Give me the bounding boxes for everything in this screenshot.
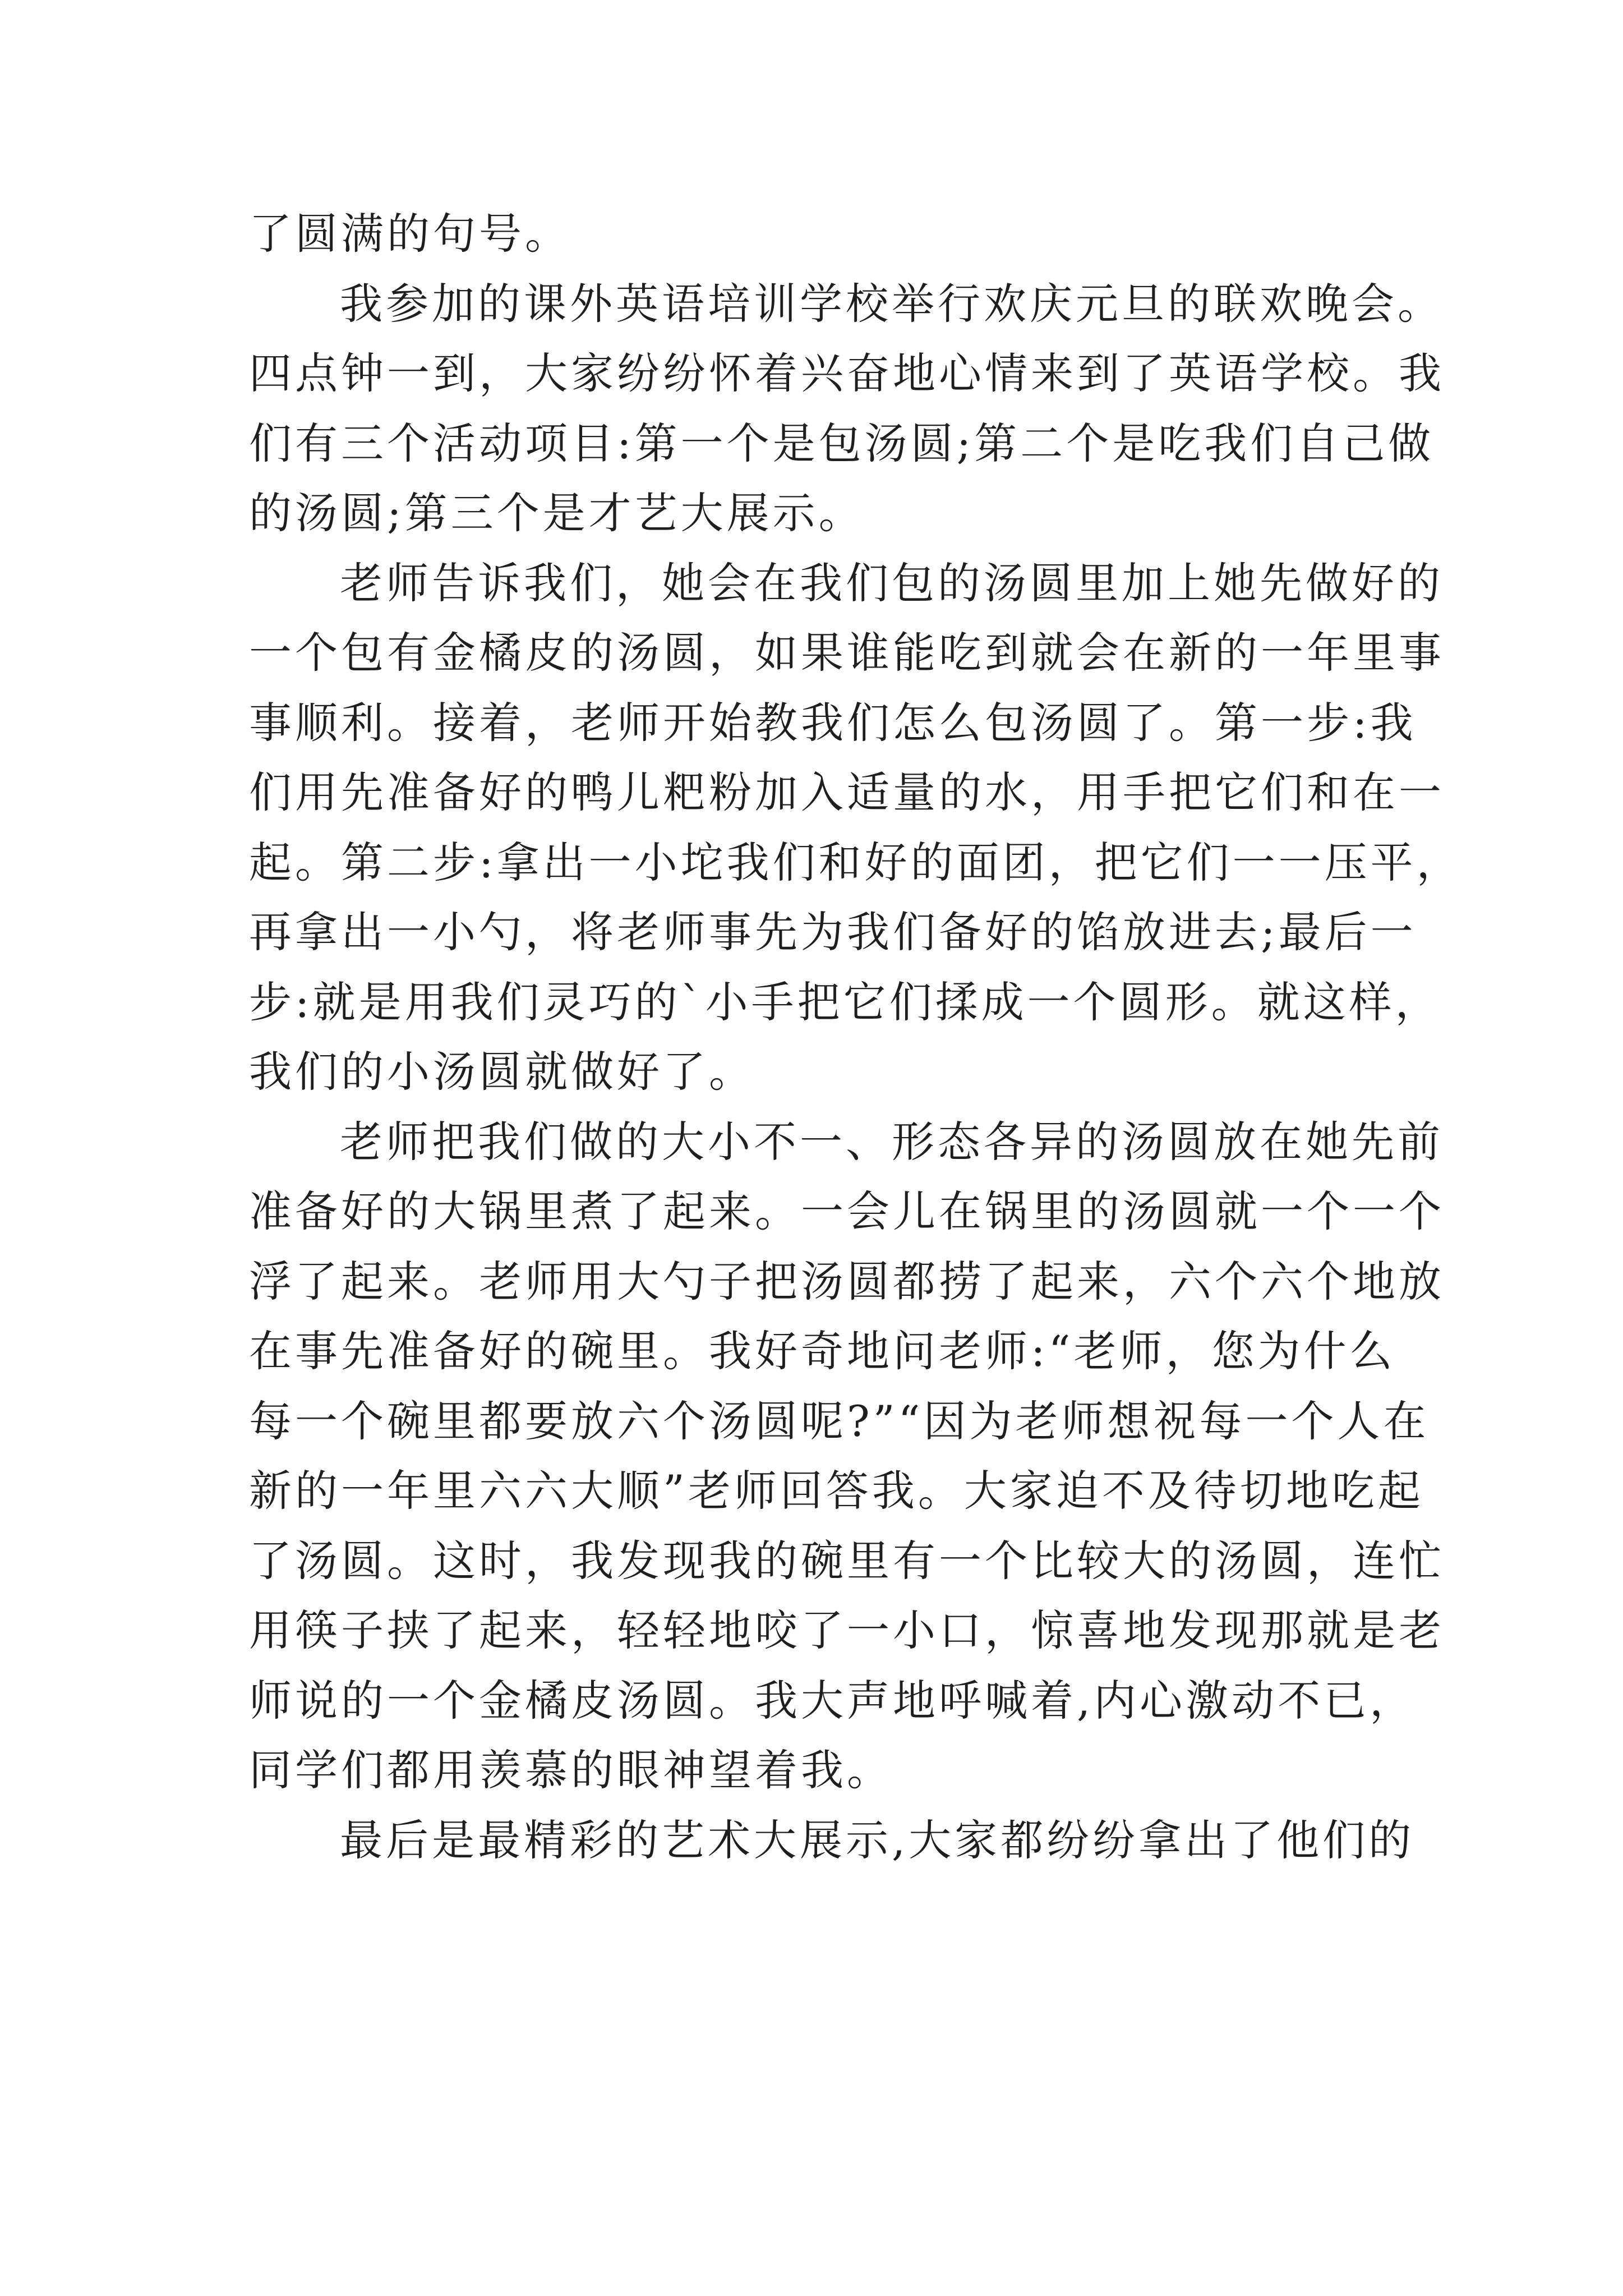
- body-text: [249, 199, 1463, 1875]
- text-line: 步:就是用我们灵巧的`小手把它们揉成一个圆形。就这样，: [249, 977, 1441, 1027]
- text-line: 我参加的课外英语培训学校举行欢庆元旦的联欢晚会。: [340, 278, 1444, 329]
- text-line: 再拿出一小勺，将老师事先为我们备好的馅放进去;最后一: [249, 907, 1417, 957]
- text-line: 准备好的大锅里煮了起来。一会儿在锅里的汤圆就一个一个: [249, 1186, 1445, 1236]
- text-line: 了圆满的句号。: [249, 209, 571, 259]
- text-line: 的汤圆;第三个是才艺大展示。: [249, 488, 865, 538]
- text-line: 我们的小汤圆就做好了。: [249, 1047, 755, 1097]
- text-line: 一个包有金橘皮的汤圆，如果谁能吃到就会在新的一年里事: [249, 628, 1445, 678]
- text-line: 老师告诉我们，她会在我们包的汤圆里加上她先做好的: [340, 558, 1444, 608]
- text-line: 事顺利。接着，老师开始教我们怎么包汤圆了。第一步:我: [249, 697, 1417, 748]
- text-line: 最后是最精彩的艺术大展示,大家都纷纷拿出了他们的: [340, 1815, 1415, 1865]
- text-line: 每一个碗里都要放六个汤圆呢?”“因为老师想祝每一个人在: [249, 1396, 1430, 1446]
- text-line: 新的一年里六六大顺”老师回答我。大家迫不及待切地吃起: [249, 1466, 1424, 1516]
- text-line: 了汤圆。这时，我发现我的碗里有一个比较大的汤圆，连忙: [249, 1535, 1445, 1586]
- text-line: 起。第二步:拿出一小坨我们和好的面团，把它们一一压平，: [249, 837, 1463, 887]
- text-line: 同学们都用羡慕的眼神望着我。: [249, 1745, 893, 1795]
- text-line: 用筷子挟了起来，轻轻地咬了一小口，惊喜地发现那就是老: [249, 1605, 1445, 1655]
- text-line: 师说的一个金橘皮汤圆。我大声地呼喊着,内心激动不已，: [249, 1675, 1416, 1726]
- text-line: 们用先准备好的鸭儿粑粉加入适量的水，用手把它们和在一: [249, 767, 1445, 817]
- text-line: 老师把我们做的大小不一、形态各异的汤圆放在她先前: [340, 1116, 1444, 1167]
- text-line: 在事先准备好的碗里。我好奇地问老师:“老师，您为什么: [249, 1326, 1396, 1376]
- text-line: 们有三个活动项目:第一个是包汤圆;第二个是吃我们自己做: [249, 418, 1435, 468]
- text-line: 浮了起来。老师用大勺子把汤圆都捞了起来，六个六个地放: [249, 1256, 1445, 1306]
- text-line: 四点钟一到，大家纷纷怀着兴奋地心情来到了英语学校。我: [249, 348, 1445, 398]
